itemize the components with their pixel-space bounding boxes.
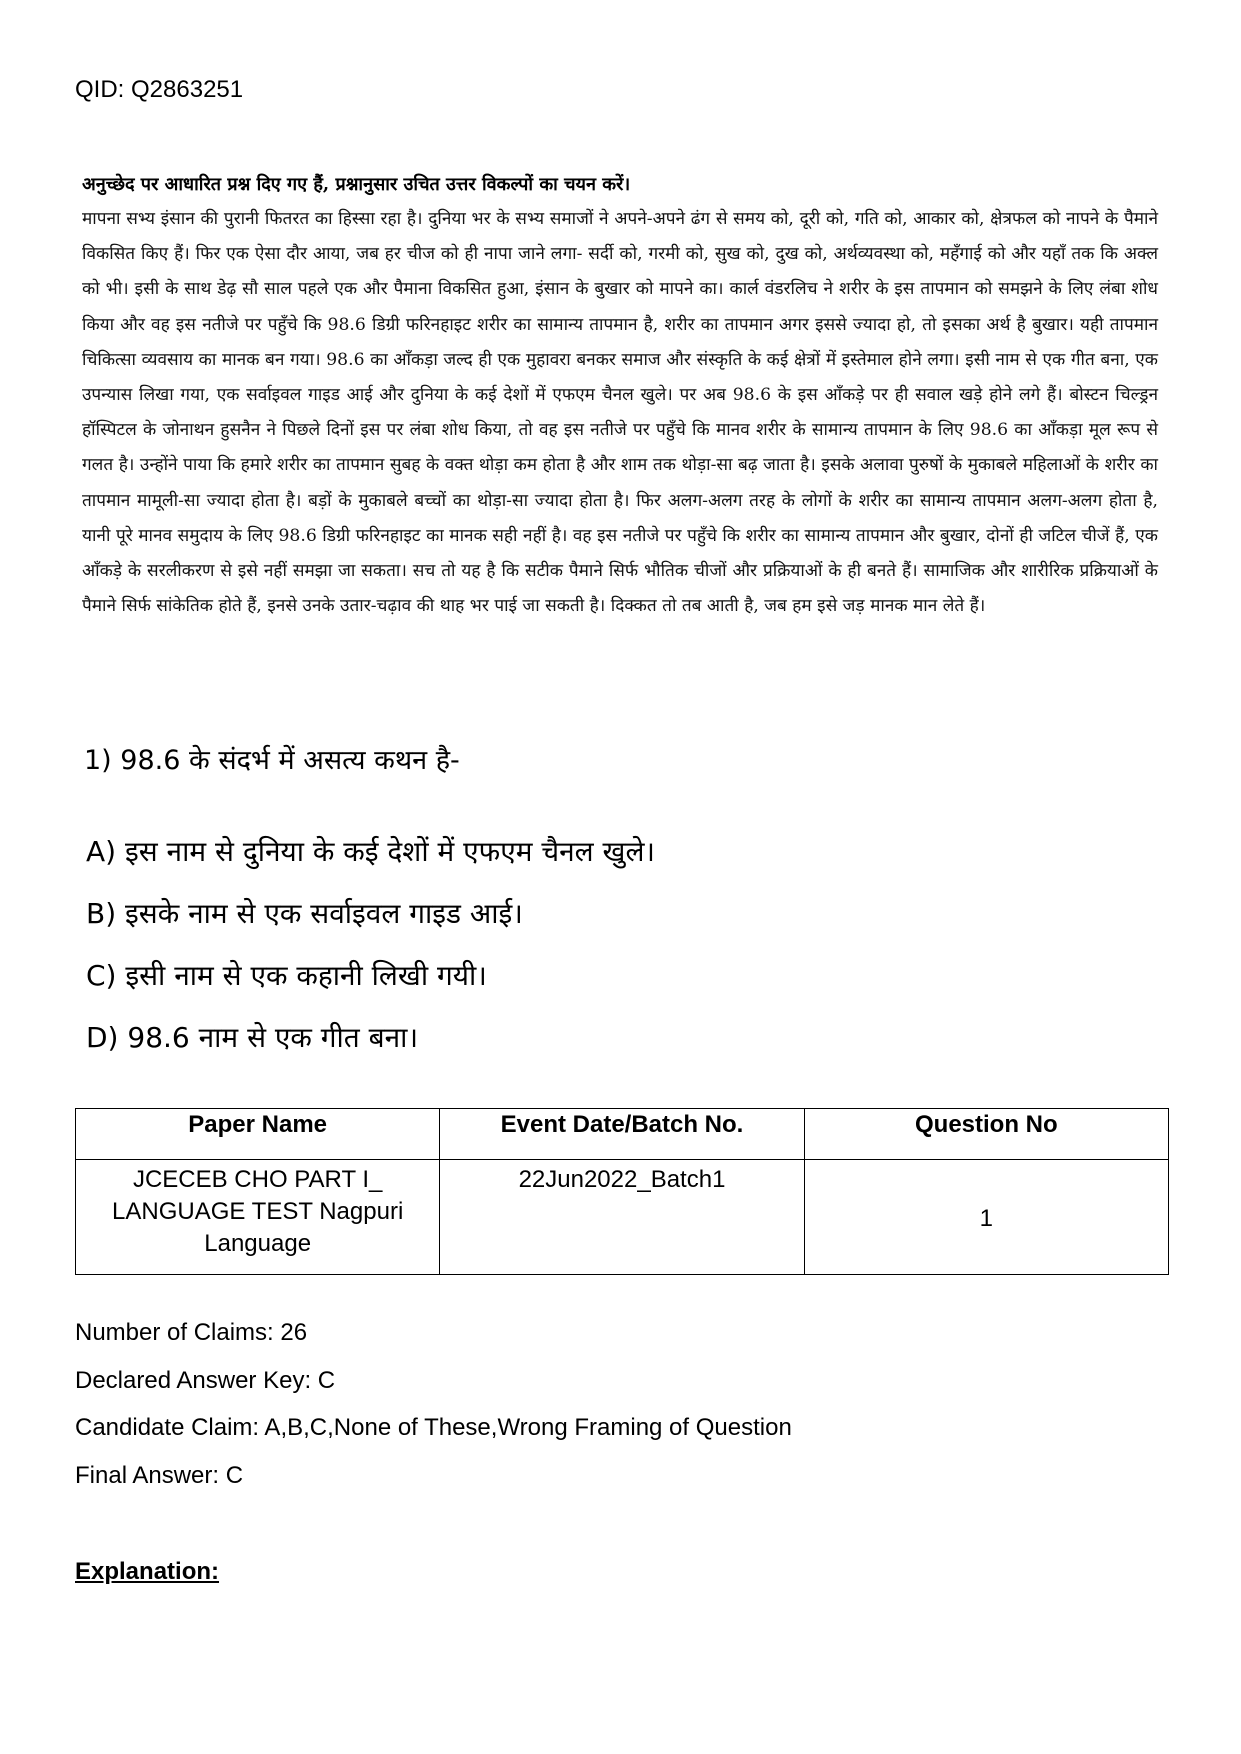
cell-event-date: 22Jun2022_Batch1 xyxy=(440,1160,804,1275)
header-paper-name: Paper Name xyxy=(76,1109,440,1160)
question-text: 1) 98.6 के संदर्भ में असत्य कथन है- xyxy=(84,745,460,776)
passage-section xyxy=(82,172,1158,624)
question-id: QID: Q2863251 xyxy=(75,76,244,103)
passage-instruction: अनुच्छेद पर आधारित प्रश्न दिए गए हैं, प्रश्नानुसार उचित उत्तर विकल्पों का चयन करें। xyxy=(82,174,631,195)
option-c: C) इसी नाम से एक कहानी लिखी गयी। xyxy=(86,959,487,992)
option-b: B) इसके नाम से एक सर्वाइवल गाइड आई। xyxy=(86,897,523,930)
explanation-heading: Explanation: xyxy=(75,1558,220,1585)
table-row xyxy=(76,1160,1169,1275)
claim-details xyxy=(75,1318,792,1508)
header-event-date: Event Date/Batch No. xyxy=(440,1109,804,1160)
cell-paper-name: JCECEB CHO PART I_ LANGUAGE TEST Nagpuri Language xyxy=(76,1160,440,1275)
final-answer: Final Answer: C xyxy=(75,1461,244,1489)
paper-info-table xyxy=(75,1108,1169,1275)
table-header-row xyxy=(76,1109,1169,1160)
header-question-no: Question No xyxy=(804,1109,1168,1160)
number-of-claims: Number of Claims: 26 xyxy=(75,1319,308,1346)
option-d: D) 98.6 नाम से एक गीत बना। xyxy=(86,1021,419,1054)
candidate-claim: Candidate Claim: A,B,C,None of These,Wrong Framing of Question xyxy=(75,1414,792,1441)
passage-text: मापना सभ्य इंसान की पुरानी फितरत का हिस्सा रहा है। दुनिया भर के सभ्य समाजों ने अपने-अपने ढंग से समय को, दूरी को, गति को, आकार को, क्षेत्रफल को नापने के पैमाने विकसित किए हैं। फिर एक ऐसा दौर आया, जब हर चीज को ही नापा जाने लगा- सर्दी को, गरमी को, सुख को, दुख को, अर्थव्यवस्था को, महँगाई को और यहाँ तक कि अक्ल को भी। इसी के साथ डेढ़ सौ साल पहले एक और पैमाना विकसित हुआ, इंसान के बुखार को मापने का। कार्ल वंडरलिच ने शरीर के इस तापमान को समझने के लिए लंबा शोध किया और वह इस नतीजे पर पहुँचे कि 98.6 डिग्री फरिनहाइट शरीर का सामान्य तापमान है, शरीर का तापमान अगर इससे ज्यादा हो, तो इसका अर्थ है बुखार। यही तापमान चिकित्सा व्यवसाय का मानक बन गया। 98.6 का आँकड़ा जल्द ही एक मुहावरा बनकर समाज और संस्कृति के कई क्षेत्रों में इस्तेमाल होने लगा। इसी नाम से एक गीत बना, एक उपन्यास लिखा गया, एक सर्वाइवल गाइड आई और दुनिया के कई देशों में एफएम चैनल खुले। पर अब 98.6 के इस आँकड़े पर ही सवाल खड़े होने लगे हैं। बोस्टन चिल्ड्रन हॉस्पिटल के जोनाथन हुसनैन ने पिछले दिनों इस पर लंबा शोध किया, तो वह इस नतीजे पर पहुँचे कि मानव शरीर के सामान्य तापमान के लिए 98.6 का आँकड़ा मूल रूप से गलत है। उन्होंने पाया कि हमारे शरीर का तापमान सुबह के वक्त थोड़ा कम होता है और शाम तक थोड़ा-सा बढ़ जाता है। इसके अलावा पुरुषों के मुकाबले महिलाओं के शरीर का तापमान मामूली-सा ज्यादा होता है। बड़ों के मुकाबले बच्चों का थोड़ा-सा ज्यादा होता है। फिर अलग-अलग तरह के लोगों के शरीर का सामान्य तापमान अलग-अलग होता है, यानी पूरे मानव समुदाय के लिए 98.6 डिग्री फरिनहाइट का मानक सही नहीं है। वह इस नतीजे पर पहुँचे कि शरीर का सामान्य तापमान और बुखार, दोनों ही जटिल चीजें हैं, एक आँकड़े के सरलीकरण से इसे नहीं समझा जा सकता। सच तो यह है कि सटीक पैमाने सिर्फ भौतिक चीजों और प्रक्रियाओं के ही बनते हैं। सामाजिक और शारीरिक प्रक्रियाओं के पैमाने सिर्फ सांकेतिक होते हैं, इनसे उनके उतार-चढ़ाव की थाह भर पाई जा सकती है। दिक्कत तो तब आती है, जब हम इसे जड़ मानक मान लेते हैं। xyxy=(82,209,1159,617)
declared-answer-key: Declared Answer Key: C xyxy=(75,1366,336,1394)
answer-options xyxy=(86,830,1086,1078)
option-a: A) इस नाम से दुनिया के कई देशों में एफएम चैनल खुले। xyxy=(86,835,656,868)
cell-question-no: 1 xyxy=(804,1160,1168,1275)
